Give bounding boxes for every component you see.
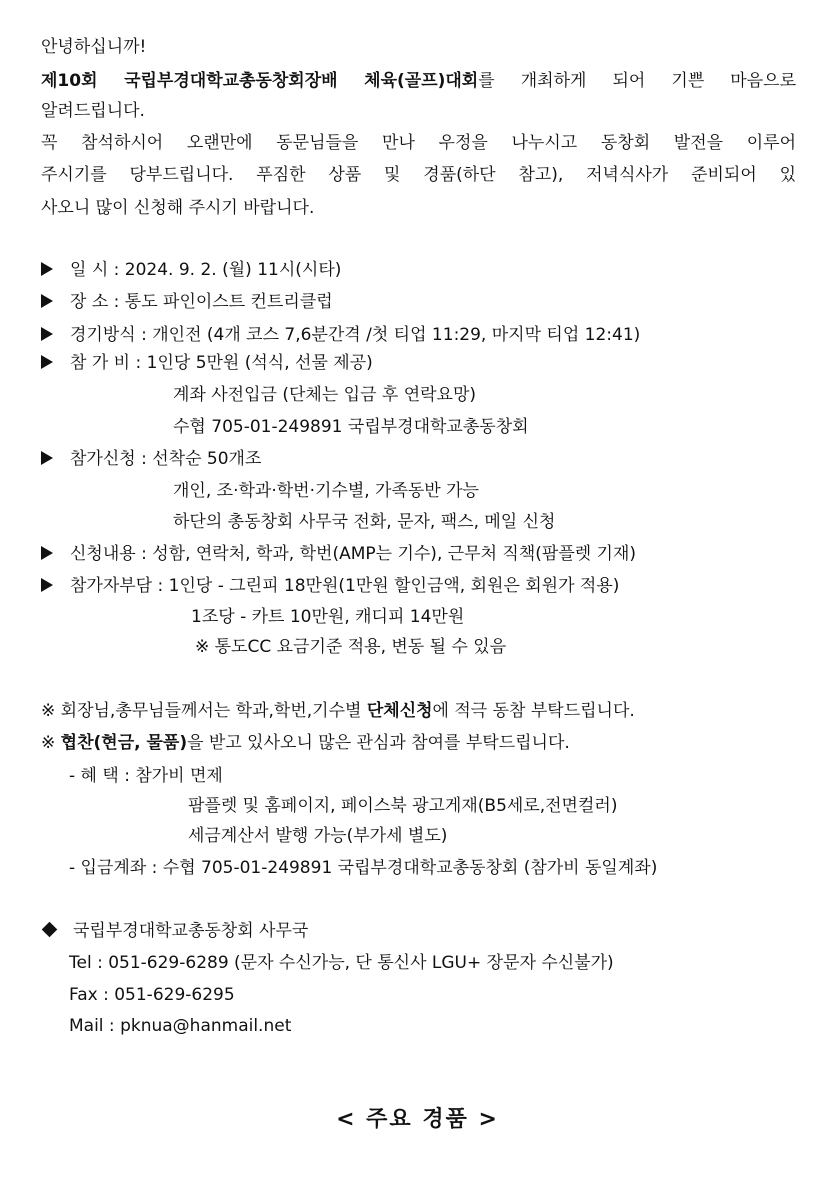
detail-fee-line-3: 수협 705-01-249891 국립부경대학교총동창회	[173, 417, 529, 437]
note-emphasis: 단체신청	[366, 701, 433, 721]
benefit-line-2: 팜플렛 및 홈페이지, 페이스북 광고게재(B5세로,전면컬러)	[188, 796, 618, 816]
note-text: ※	[41, 733, 61, 753]
intro-line-3: 알려드립니다.	[41, 101, 145, 121]
detail-value: 2024. 9. 2. (월) 11시(시타)	[124, 260, 342, 280]
account-value: 수협 705-01-249891 국립부경대학교총동창회 (참가비 동일계좌)	[162, 858, 658, 878]
triangle-bullet-icon	[41, 355, 53, 369]
detail-value: 1인당 5만원 (석식, 선물 제공)	[146, 353, 373, 373]
greeting: 안녕하십니까!	[41, 37, 147, 57]
detail-date	[41, 257, 341, 283]
contact-mail: Mail : pknua@hanmail.net	[69, 1016, 292, 1036]
detail-value: 개인전 (4개 코스 7,6분간격 /첫 티업 11:29, 마지막 티업 12:41)	[152, 325, 641, 345]
contact-tel: Tel : 051-629-6289 (문자 수신가능, 단 통신사 LGU+ 장문자 수신불가)	[69, 953, 614, 973]
detail-value: 1인당 - 그린피 18만원(1만원 할인금액, 회원은 회원가 적용)	[168, 576, 620, 596]
office-name: 국립부경대학교총동창회 사무국	[73, 921, 309, 941]
detail-cost-line-2: 1조당 - 카트 10만원, 캐디피 14만원	[191, 607, 465, 627]
intro-line-4: 꼭 참석하시어 오랜만에 동문님들을 만나 우정을 나누시고 동창회 발전을 이루어	[41, 133, 796, 153]
detail-fee	[41, 350, 373, 376]
intro-line-2-rest: 를 개최하게 되어 기쁜 마음으로	[478, 71, 796, 91]
triangle-bullet-icon	[41, 546, 53, 560]
detail-fee-line-2: 계좌 사전입금 (단체는 입금 후 연락요망)	[173, 385, 477, 405]
note-text: 을 받고 있사오니 많은 관심과 참여를 부탁드립니다.	[187, 733, 570, 753]
triangle-bullet-icon	[41, 294, 53, 308]
detail-label: 일 시 :	[70, 260, 120, 280]
intro-line-5: 주시기를 당부드립니다. 푸짐한 상품 및 경품(하단 참고), 저녁식사가 준비되어 있	[41, 165, 796, 185]
deposit-account-row	[69, 855, 657, 881]
triangle-bullet-icon	[41, 262, 53, 276]
detail-label: 참가자부담 :	[70, 576, 164, 596]
detail-apply	[41, 446, 261, 472]
benefit-line-3: 세금계산서 발행 가능(부가세 별도)	[188, 826, 448, 846]
detail-apply-line-2: 개인, 조·학과·학번·기수별, 가족동반 가능	[173, 481, 479, 501]
benefit-row	[69, 763, 223, 789]
detail-place	[41, 289, 333, 315]
note-text: ※ 회장님,총무님들께서는 학과,학번,기수별	[41, 701, 367, 721]
account-label: - 입금계좌 :	[69, 858, 158, 878]
detail-value: 선착순 50개조	[152, 449, 262, 469]
detail-value: 통도 파인이스트 컨트리클럽	[124, 292, 333, 312]
detail-value: 성함, 연락처, 학과, 학번(AMP는 기수), 근무처 직책(팜플렛 기재)	[152, 544, 637, 564]
detail-method	[41, 322, 640, 348]
detail-label: 참 가 비 :	[70, 353, 142, 373]
detail-cost	[41, 573, 619, 599]
triangle-bullet-icon	[41, 578, 53, 592]
note-emphasis: 협찬(현금, 물품)	[60, 733, 188, 753]
note-sponsorship	[41, 730, 570, 756]
intro-line-6: 사오니 많이 신청해 주시기 바랍니다.	[41, 198, 315, 218]
note-text: 에 적극 동참 부탁드립니다.	[432, 701, 635, 721]
benefit-label: - 혜 택 :	[69, 766, 130, 786]
detail-label: 경기방식 :	[70, 325, 147, 345]
prizes-title: < 주요 경품 >	[336, 1107, 499, 1132]
triangle-bullet-icon	[41, 327, 53, 341]
detail-label: 참가신청 :	[70, 449, 147, 469]
detail-label: 신청내용 :	[70, 544, 147, 564]
diamond-bullet-icon	[42, 922, 58, 938]
note-group-apply	[41, 698, 635, 724]
contact-office	[41, 918, 308, 944]
detail-cost-line-3: ※ 통도CC 요금기준 적용, 변동 될 수 있음	[195, 637, 507, 657]
intro-line-2	[41, 68, 796, 94]
event-name: 제10회 국립부경대학교총동창회장배 체육(골프)대회	[41, 71, 479, 91]
contact-fax: Fax : 051-629-6295	[69, 985, 235, 1005]
triangle-bullet-icon	[41, 451, 53, 465]
benefit-value: 참가비 면제	[135, 766, 223, 786]
detail-label: 장 소 :	[70, 292, 120, 312]
detail-content	[41, 541, 636, 567]
detail-apply-line-3: 하단의 총동창회 사무국 전화, 문자, 팩스, 메일 신청	[173, 512, 556, 532]
